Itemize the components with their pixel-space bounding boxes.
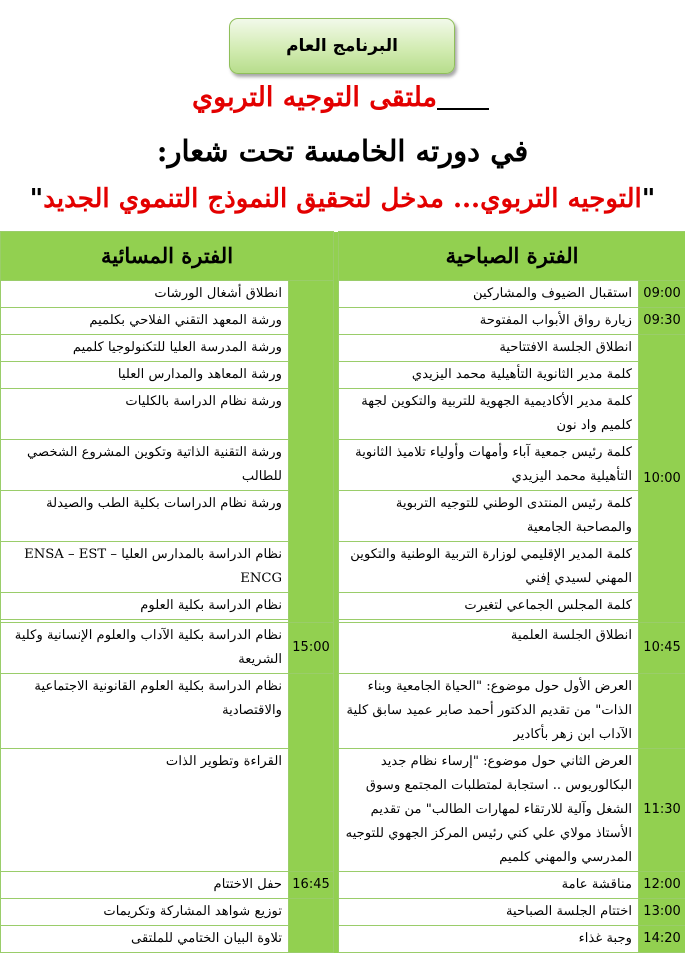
morning-item: كلمة مدير الثانوية التأهيلية محمد اليزيدي: [339, 362, 639, 389]
table-row: [1, 674, 685, 749]
table-row: [1, 623, 685, 674]
quote-close: ": [30, 184, 44, 214]
evening-item: نظام الدراسة بكلية الآداب والعلوم الإنسانية وكلية الشريعة: [1, 623, 289, 674]
evening-item: ورشة المعاهد والمدارس العليا: [1, 362, 289, 389]
morning-item: زيارة رواق الأبواب المفتوحة: [339, 308, 639, 335]
morning-header: الفترة الصباحية: [339, 232, 685, 281]
edition-line: في دورته الخامسة تحت شعار:: [0, 134, 685, 168]
table-row: [1, 593, 685, 620]
time-cell: 10:00: [639, 335, 685, 623]
morning-item: وجبة غذاء: [339, 926, 639, 953]
morning-item: مناقشة عامة: [339, 872, 639, 899]
evening-item: تلاوة البيان الختامي للملتقى: [1, 926, 289, 953]
evening-header: الفترة المسائية: [1, 232, 334, 281]
morning-item: اختتام الجلسة الصباحية: [339, 899, 639, 926]
time-cell: 15:00: [289, 623, 334, 674]
table-row: [1, 362, 685, 389]
time-cell: [289, 899, 334, 953]
table-row: [1, 281, 685, 308]
table-row: [1, 542, 685, 593]
time-cell: 11:30: [639, 749, 685, 872]
table-row: [1, 389, 685, 440]
table-row: [1, 491, 685, 542]
time-cell: 13:00: [639, 899, 685, 926]
time-cell: 12:00: [639, 872, 685, 899]
morning-item: انطلاق الجلسة الافتتاحية: [339, 335, 639, 362]
table-row: [1, 749, 685, 872]
time-cell: [639, 674, 685, 749]
evening-item: القراءة وتطوير الذات: [1, 749, 289, 872]
morning-item: استقبال الضيوف والمشاركين: [339, 281, 639, 308]
time-cell: 09:00: [639, 281, 685, 308]
morning-item: كلمة رئيس جمعية آباء وأمهات وأولياء تلاميذ الثانوية التأهيلية محمد اليزيدي: [339, 440, 639, 491]
evening-item: انطلاق أشغال الورشات: [1, 281, 289, 308]
table-header-row: [1, 232, 685, 281]
morning-item: كلمة مدير الأكاديمية الجهوية للتربية والتكوين لجهة كلميم واد نون: [339, 389, 639, 440]
table-row: [1, 926, 685, 953]
time-cell: 14:20: [639, 926, 685, 953]
evening-item: ورشة المعهد التقني الفلاحي بكلميم: [1, 308, 289, 335]
evening-item: ورشة نظام الدراسات بكلية الطب والصيدلة: [1, 491, 289, 542]
table-row: [1, 872, 685, 899]
time-cell: 16:45: [289, 872, 334, 899]
table-row: [1, 440, 685, 491]
evening-item: نظام الدراسة بكلية العلوم القانونية الاجتماعية والاقتصادية: [1, 674, 289, 749]
evening-item: نظام الدراسة بكلية العلوم: [1, 593, 289, 620]
program-table: [0, 231, 685, 953]
quote-open: ": [642, 184, 656, 214]
morning-item: كلمة رئيس المنتدى الوطني للتوجيه التربوية والمصاحبة الجامعية: [339, 491, 639, 542]
table-row: [1, 308, 685, 335]
evening-item: نظام الدراسة بالمدارس العليا ENSA – EST – ENCG: [1, 542, 289, 593]
morning-item: العرض الأول حول موضوع: "الحياة الجامعية وبناء الذات" من تقديم الدكتور أحمد صابر عميد سابق كلية الآداب ابن زهر بأكادير: [339, 674, 639, 749]
program-title-badge: البرنامج العام: [229, 18, 455, 74]
morning-item: انطلاق الجلسة العلمية: [339, 623, 639, 674]
evening-item: حفل الاختتام: [1, 872, 289, 899]
time-cell: 09:30: [639, 308, 685, 335]
time-cell: [289, 281, 334, 623]
evening-item: توزيع شواهد المشاركة وتكريمات: [1, 899, 289, 926]
slogan-text: التوجيه التربوي... مدخل لتحقيق النموذج التنموي الجديد: [43, 184, 642, 214]
morning-item: كلمة المجلس الجماعي لتغيرت: [339, 593, 639, 620]
table-row: [1, 335, 685, 362]
time-cell: 10:45: [639, 623, 685, 674]
evening-item: ورشة نظام الدراسة بالكليات: [1, 389, 289, 440]
morning-item: العرض الثاني حول موضوع: "إرساء نظام جديد البكالوريوس .. استجابة لمتطلبات المجتمع وسوق الشغل وآلية للارتقاء لمهارات الطالب" من تقديم الأستاذ مولاي علي كني رئيس المركز الجهوي للتوجيه المدرسي والمهني كلميم: [339, 749, 639, 872]
underline-decoration: [437, 88, 489, 110]
table-row: [1, 899, 685, 926]
evening-item: ورشة التقنية الذاتية وتكوين المشروع الشخصي للطالب: [1, 440, 289, 491]
time-cell: [289, 674, 334, 872]
evening-item: ورشة المدرسة العليا للتكنولوجيا كلميم: [1, 335, 289, 362]
event-title: [0, 82, 685, 113]
morning-item: كلمة المدير الإقليمي لوزارة التربية الوطنية والتكوين المهني لسيدي إفني: [339, 542, 639, 593]
slogan: [0, 184, 685, 214]
event-title-text: ملتقى التوجيه التربوي: [192, 82, 437, 113]
